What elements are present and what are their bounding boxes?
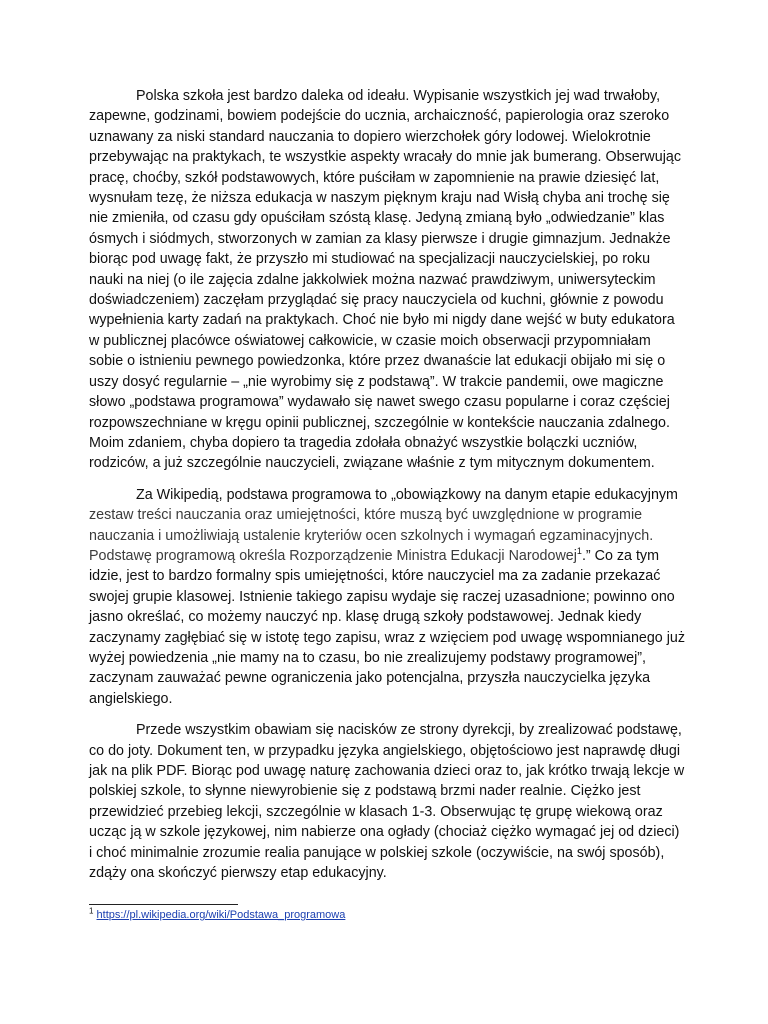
footnote xyxy=(89,908,345,922)
footnote-link[interactable]: https://pl.wikipedia.org/wiki/Podstawa_programowa xyxy=(96,909,346,921)
footnote-reference: 1 xyxy=(576,546,582,557)
paragraph-1: Polska szkoła jest bardzo daleka od ideału. Wypisanie wszystkich jej wad trwałoby, zapewne, godzinami, bowiem podejście do ucznia, archaiczność, papierologia oraz szeroko uznawany za niski standard nauczania to dopiero wierzchołek góry lodowej. Wielokrotnie przebywając na praktykach, te wszystkie aspekty wracały do mnie jak bumerang. Obserwując pracę, choćby, szkół podstawowych, które puściłam w zapomnienie na prawie dziesięć lat, wysnułam tezę, że niższa edukacja w naszym pięknym kraju nad Wisłą chyba ani trochę się nie zmieniła, od czasu gdy opuściłam szóstą klasę. Jedyną zmianą było „odwiedzanie” klas ósmych i siódmych, stworzonych w zamian za klasy pierwsze i drugie gimnazjum. Jednakże biorąc pod uwagę fakt, że przyszło mi studiować na specjalizacji nauczycielskiej, po roku nauki na niej (o ile zajęcia zdalne jakkolwiek można nazwać prawdziwym, uniwersyteckim doświadczeniem) zaczęłam przyglądać się pracy nauczyciela od kuchni, głównie z powodu wypełnienia karty zadań na praktykach. Choć nie było mi nigdy dane wejść w buty edukatora w publicznej placówce oświatowej całkowicie, w czasie moich obserwacji przypomniałam sobie o istnieniu pewnego powiedzonka, które przez dwanaście lat edukacji obijało mi się o uszy dosyć regularnie – „nie wyrobimy się z podstawą”. W trakcie pandemii, owe magiczne słowo „podstawa programowa” wydawało się nawet swego czasu popularne i coraz częściej rozpowszechniane w kręgu opinii publicznej, szczególnie w kontekście nauczania zdalnego. Moim zdaniem, chyba dopiero ta tragedia zdołała obnażyć wszystkie bolączki uczniów, rodziców, a już szczególnie nauczycieli, związane właśnie z tym mitycznym dokumentem. xyxy=(89,88,681,472)
footnote-number: 1 xyxy=(89,906,94,916)
paragraph-3: Przede wszystkim obawiam się nacisków ze strony dyrekcji, by zrealizować podstawę, co do joty. Dokument ten, w przypadku języka angielskiego, objętościowo jest naprawdę długi jak na plik PDF. Biorąc pod uwagę naturę zachowania dzieci oraz to, jak krótko trwają lekcje w polskiej szkole, to słynne niewyrobienie się z podstawą brzmi nader realnie. Ciężko jest przewidzieć przebieg lekcji, szczególnie w klasach 1-3. Obserwując tę grupę wiekową oraz ucząc ją w szkole językowej, nim nabierze ona ogłady (chociaż ciężko wymagać jej od dzieci) i choć minimalnie zrozumie realia panujące w polskiej szkole (oczywiście, na swój sposób), zdąży ona skończyć pierwszy etap edukacyjny. xyxy=(89,722,685,882)
footnote-divider xyxy=(89,904,238,905)
paragraph-2-intro: Za Wikipedią, podstawa programowa to „obowiązkowy na danym etapie edukacyjnym xyxy=(136,486,678,503)
paragraph-2-rest: .” Co za tym idzie, jest to bardzo formalny spis umiejętności, które nauczyciel ma za zadanie przekazać swojej grupie klasowej. Istnienie takiego zapisu wydaje się raczej uzasadnione; powinno ono jasno określać, co możemy nauczyć np. klasę drugą szkoły podstawowej. Jednak kiedy zaczynamy zagłębiać się w istotę tego zapisu, wraz z wzięciem pod uwagę wspomnianego już wyżej powiedzenia „nie mamy na to czasu, bo nie zrealizujemy podstawy programowej”, zaczynam zauważać pewne ograniczenia jako potencjalna, przyszła nauczycielka języka angielskiego. xyxy=(89,547,685,707)
paragraph-2 xyxy=(89,485,685,709)
wikipedia-quote: zestaw treści nauczania oraz umiejętności, które muszą być uwzględnione w programie nauczania i umożliwiają ustalenie kryteriów ocen szkolnych i wymagań egzaminacyjnych. Podstawę programową określa Rozporządzenie Ministra Edukacji Narodowej xyxy=(89,507,654,564)
document-body xyxy=(89,86,685,894)
